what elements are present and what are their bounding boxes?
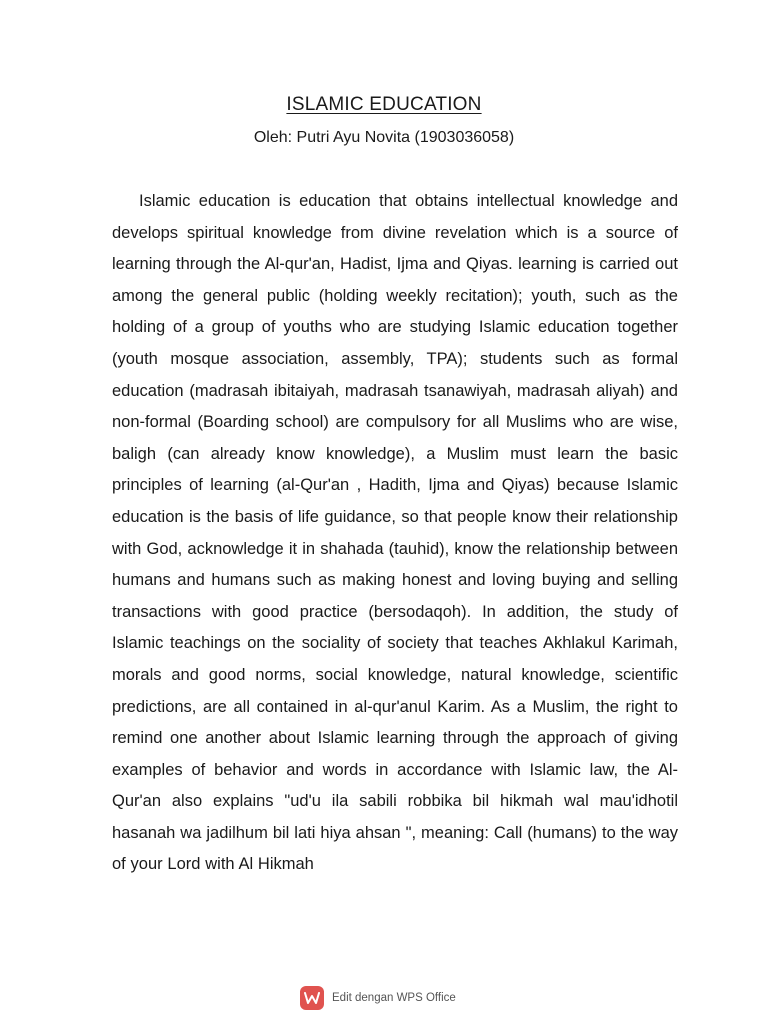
wps-office-icon	[300, 986, 324, 1010]
wps-edit-label: Edit dengan WPS Office	[332, 992, 456, 1004]
body-paragraph: Islamic education is education that obtains intellectual knowledge and develops spiritual knowledge from divine revelation which is a source of learning through the Al-qur'an, Hadist, Ijma and Qiyas. learning is carried out among the general public (holding weekly recitation); youth, such as the holding of a group of youths who are studying Islamic education together (youth mosque association, assembly, TPA); students such as formal education (madrasah ibitaiyah, madrasah tsanawiyah, madrasah aliyah) and non-formal (Boarding school) are compulsory for all Muslims who are wise, baligh (can already know knowledge), a Muslim must learn the basic principles of learning (al-Qur'an , Hadith, Ijma and Qiyas) because Islamic education is the basis of life guidance, so that people know their relationship with God, acknowledge it in shahada (tauhid), know the relationship between humans and humans such as making honest and loving buying and selling transactions with good practice (bersodaqoh). In addition, the study of Islamic teachings on the sociality of society that teaches Akhlakul Karimah, morals and good norms, social knowledge, natural knowledge, scientific predictions, are all contained in al-qur'anul Karim. As a Muslim, the right to remind one another about Islamic learning through the approach of giving examples of behavior and words in accordance with Islamic law, the Al-Qur'an also explains "ud'u ila sabili robbika bil hikmah wal mau'idhotil hasanah wa jadilhum bil lati hiya ahsan ", meaning: Call (humans) to the way of your Lord with Al Hikmah	[112, 192, 678, 874]
document-title: ISLAMIC EDUCATION	[286, 94, 482, 115]
wps-edit-link[interactable]	[300, 985, 456, 1011]
document-author: Oleh: Putri Ayu Novita (1903036058)	[253, 129, 515, 146]
